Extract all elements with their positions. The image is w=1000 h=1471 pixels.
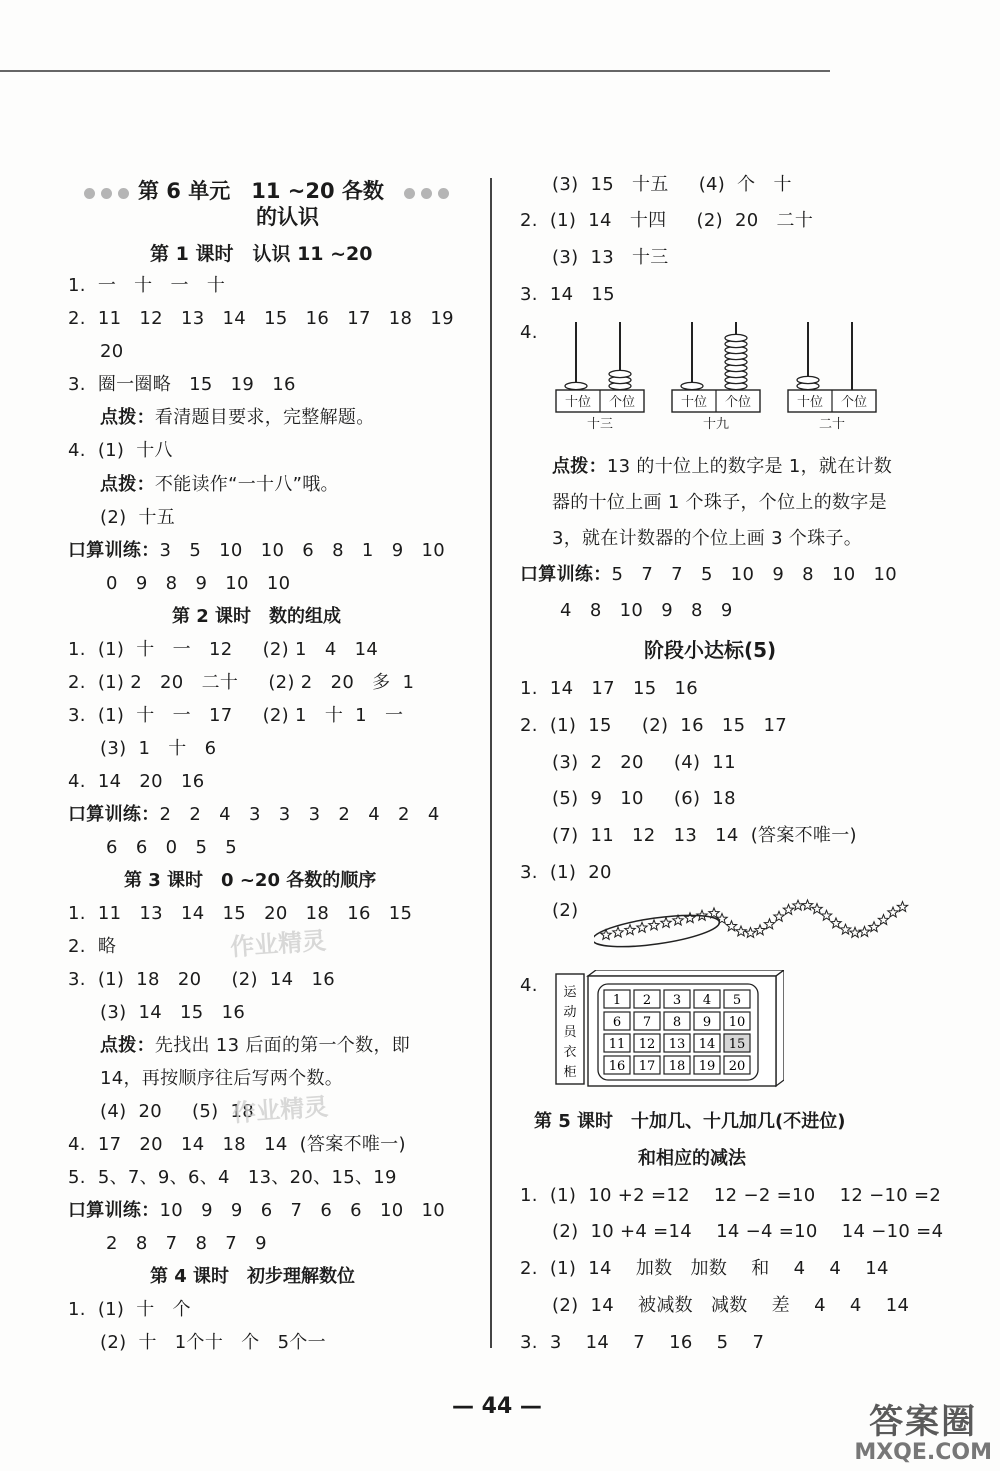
star-chain-figure [594, 895, 914, 955]
abacus-caption: 十九 [702, 417, 730, 432]
star [859, 926, 869, 936]
s-line-5: (7) 11 12 13 14 (答案不唯一) [552, 825, 857, 846]
lesson-4-title: 第 4 课时 初步理解数位 [150, 1266, 356, 1287]
s-line-6: 3. (1) 20 [520, 862, 612, 883]
locker-cell-number: 7 [642, 1015, 652, 1030]
r-line-3: (3) 13 十三 [552, 247, 669, 268]
l2-q3: 3. (1) 十 一 17 (2) 1 十 1 一 [68, 705, 404, 726]
s-line-1: 1. 14 17 15 16 [520, 678, 699, 699]
l1-oral: 口算训练：3 5 10 10 6 8 1 9 10 [68, 540, 446, 561]
locker-figure [552, 970, 784, 1090]
abacus-bead-tens [565, 382, 587, 389]
star [812, 904, 822, 914]
locker-cell-number: 12 [638, 1037, 656, 1052]
l2-oral: 口算训练：2 2 4 3 3 3 2 4 2 4 [68, 804, 440, 825]
l1-q1: 1. 一 十 一 十 [68, 275, 226, 296]
r-tip-cont2: 3，就在计数器的个位上画 3 个珠子。 [552, 528, 863, 549]
star [888, 907, 898, 917]
star [774, 911, 784, 921]
locker-cell-number: 19 [698, 1059, 716, 1074]
l3-tip-cont: 14，再按顺序往后写两个数。 [100, 1068, 344, 1089]
abacus-ones-label: 个位 [840, 395, 868, 410]
locker-label-char: 员 [563, 1025, 577, 1040]
locker-cell-number: 14 [698, 1037, 716, 1052]
r-line-1: (3) 15 十五 (4) 个 十 [552, 174, 792, 195]
star [821, 910, 831, 920]
l1-q2: 2. 11 12 13 14 15 16 17 18 19 [68, 308, 454, 329]
l2-oral-cont: 6 6 0 5 5 [106, 837, 238, 858]
star [625, 925, 635, 935]
star [802, 900, 812, 910]
abacus-bead-ones [725, 334, 747, 341]
l3-oral-cont: 2 8 7 8 7 9 [106, 1233, 267, 1254]
l2-q1: 1. (1) 十 一 12 (2) 1 4 14 [68, 639, 379, 660]
l3-q4: 4. 17 20 14 18 14 (答案不唯一) [68, 1134, 406, 1155]
locker-cell-number: 9 [702, 1015, 712, 1030]
locker-cell-number: 8 [672, 1015, 682, 1030]
abacus-tens-label: 十位 [796, 395, 824, 410]
l3-q1: 1. 11 13 14 15 20 18 16 15 [68, 903, 413, 924]
l3-oral: 口算训练：10 9 9 6 7 6 6 10 10 [68, 1200, 446, 1221]
s-line-2: 2. (1) 15 (2) 16 15 17 [520, 715, 787, 736]
l2-q2: 2. (1) 2 20 二十 (2) 2 20 多 1 [68, 672, 415, 693]
s-line-4: (5) 9 10 (6) 18 [552, 788, 736, 809]
l5-q3: 3. 3 14 7 16 5 7 [520, 1332, 765, 1353]
l1-q2-cont: 20 [100, 341, 124, 362]
l2-q4: 4. 14 20 16 [68, 771, 205, 792]
locker-cell-number: 17 [638, 1059, 656, 1074]
locker-cell-number: 13 [668, 1037, 686, 1052]
lesson-5-title: 第 5 课时 十加几、十几加几(不进位) [534, 1111, 846, 1132]
s-line-3: (3) 2 20 (4) 11 [552, 752, 736, 773]
s-line-8: 4. [520, 975, 538, 996]
lesson-5-title-line2: 和相应的减法 [638, 1148, 746, 1169]
l1-q3: 3. 圈一圈略 15 19 16 [68, 374, 296, 395]
star [783, 904, 793, 914]
lesson-1-title: 第 1 课时 认识 11 ~20 [150, 243, 373, 265]
locker-cell-number: 20 [728, 1059, 746, 1074]
l1-tip1: 点拨：看清题目要求，完整解题。 [100, 407, 375, 428]
r-oral: 口算训练：5 7 7 5 10 9 8 10 10 [520, 564, 898, 585]
locker-cell-number: 5 [732, 993, 742, 1008]
star [637, 922, 647, 932]
l1-oral-cont: 0 9 8 9 10 10 [106, 573, 291, 594]
locker-cell-number: 2 [642, 993, 652, 1008]
s-line-7: (2) [552, 900, 579, 921]
l5-q1: 1. (1) 10 +2 =12 12 −2 =10 12 −10 =2 [520, 1185, 942, 1206]
l1-q4: 4. (1) 十八 [68, 440, 173, 461]
l3-q5: 5. 5、7、9、6、4 13、20、15、19 [68, 1167, 397, 1188]
locker-cell-number: 11 [608, 1037, 626, 1052]
locker-cell-number: 4 [702, 993, 712, 1008]
star [755, 925, 765, 935]
locker-label-char: 柜 [563, 1065, 577, 1080]
star [726, 921, 736, 931]
star [649, 920, 659, 930]
abacus-1 [556, 322, 644, 432]
star [831, 918, 841, 928]
star [685, 913, 695, 923]
locker-label-char: 动 [563, 1005, 577, 1020]
locker-cell-number: 15 [728, 1037, 746, 1052]
l5-q2b: (2) 14 被减数 减数 差 4 4 14 [552, 1295, 910, 1316]
star [764, 919, 774, 929]
l4-q1: 1. (1) 十 个 [68, 1299, 191, 1320]
star [661, 918, 671, 928]
l3-q3b: (3) 14 15 16 [100, 1002, 246, 1023]
abacus-tens-label: 十位 [680, 395, 708, 410]
l3-q3: 3. (1) 18 20 (2) 14 16 [68, 969, 335, 990]
l3-q3c: (4) 20 (5) 18 [100, 1101, 254, 1122]
abacus-ones-label: 个位 [724, 395, 752, 410]
l5-q1b: (2) 10 +4 =14 14 −4 =10 14 −10 =4 [552, 1221, 944, 1242]
locker-cell-number: 16 [608, 1059, 626, 1074]
locker-top [588, 970, 784, 976]
r-line-5: 4. [520, 322, 538, 343]
l3-q2: 2. 略 [68, 936, 117, 957]
abacus-bead-tens [797, 376, 819, 383]
lesson-2-title: 第 2 课时 数的组成 [172, 606, 342, 627]
l1-tip2: 点拨：不能读作“一十八”哦。 [100, 474, 339, 495]
abacus-3 [788, 322, 876, 432]
star [897, 902, 907, 912]
abacus-2 [672, 322, 760, 432]
column-divider [490, 178, 492, 1348]
locker-cell-number: 6 [612, 1015, 622, 1030]
abacus-caption: 十三 [586, 417, 614, 432]
stage-title: 阶段小达标(5) [644, 638, 777, 662]
l2-q3b: (3) 1 十 6 [100, 738, 217, 759]
locker-cell-number: 1 [612, 993, 622, 1008]
l1-q4b: (2) 十五 [100, 507, 176, 528]
locker-cell-number: 18 [668, 1059, 686, 1074]
star [850, 927, 860, 937]
watermark-2: 作业精灵 [231, 1092, 330, 1128]
locker-label-char: 衣 [563, 1045, 577, 1060]
star [793, 900, 803, 910]
abacus-ones-label: 个位 [608, 395, 636, 410]
r-tip-cont1: 器的十位上画 1 个珠子，个位上的数字是 [552, 492, 887, 513]
watermark-1: 作业精灵 [229, 926, 328, 962]
locker-cell-number: 10 [728, 1015, 746, 1030]
r-tip: 点拨：13 的十位上的数字是 1，就在计数 [552, 456, 893, 477]
abacus-figure [548, 318, 878, 436]
locker-label-char: 运 [563, 985, 577, 1000]
star [717, 914, 727, 924]
abacus-caption: 二十 [818, 417, 846, 432]
r-line-4: 3. 14 15 [520, 284, 615, 305]
r-line-2: 2. (1) 14 十四 (2) 20 二十 [520, 210, 814, 231]
abacus-tens-label: 十位 [564, 395, 592, 410]
lesson-3-title: 第 3 课时 0 ~20 各数的顺序 [124, 870, 377, 891]
star [840, 924, 850, 934]
l4-q1b: (2) 十 1个十 个 5个一 [100, 1332, 326, 1353]
l3-tip: 点拨：先找出 13 后面的第一个数，即 [100, 1035, 411, 1056]
star [745, 928, 755, 938]
abacus-bead-ones [609, 370, 631, 377]
unit-title: 第 6 单元 11 ~20 各数 [138, 179, 384, 203]
star [613, 927, 623, 937]
l5-q2: 2. (1) 14 加数 加数 和 4 4 14 [520, 1258, 889, 1279]
page-number: — 44 — [452, 1394, 542, 1419]
locker-cell-number: 3 [672, 993, 682, 1008]
unit-title-line2: 的认识 [256, 205, 319, 229]
decor-dots-right [404, 188, 449, 199]
top-rule [0, 70, 830, 72]
locker-side [776, 970, 784, 1086]
star [878, 915, 888, 925]
corner-watermark-logo: 答案圈 MXQE.COM [854, 1402, 992, 1465]
abacus-bead-tens [681, 382, 703, 389]
decor-dots-left [84, 188, 129, 199]
r-oral-cont: 4 8 10 9 8 9 [560, 600, 733, 621]
